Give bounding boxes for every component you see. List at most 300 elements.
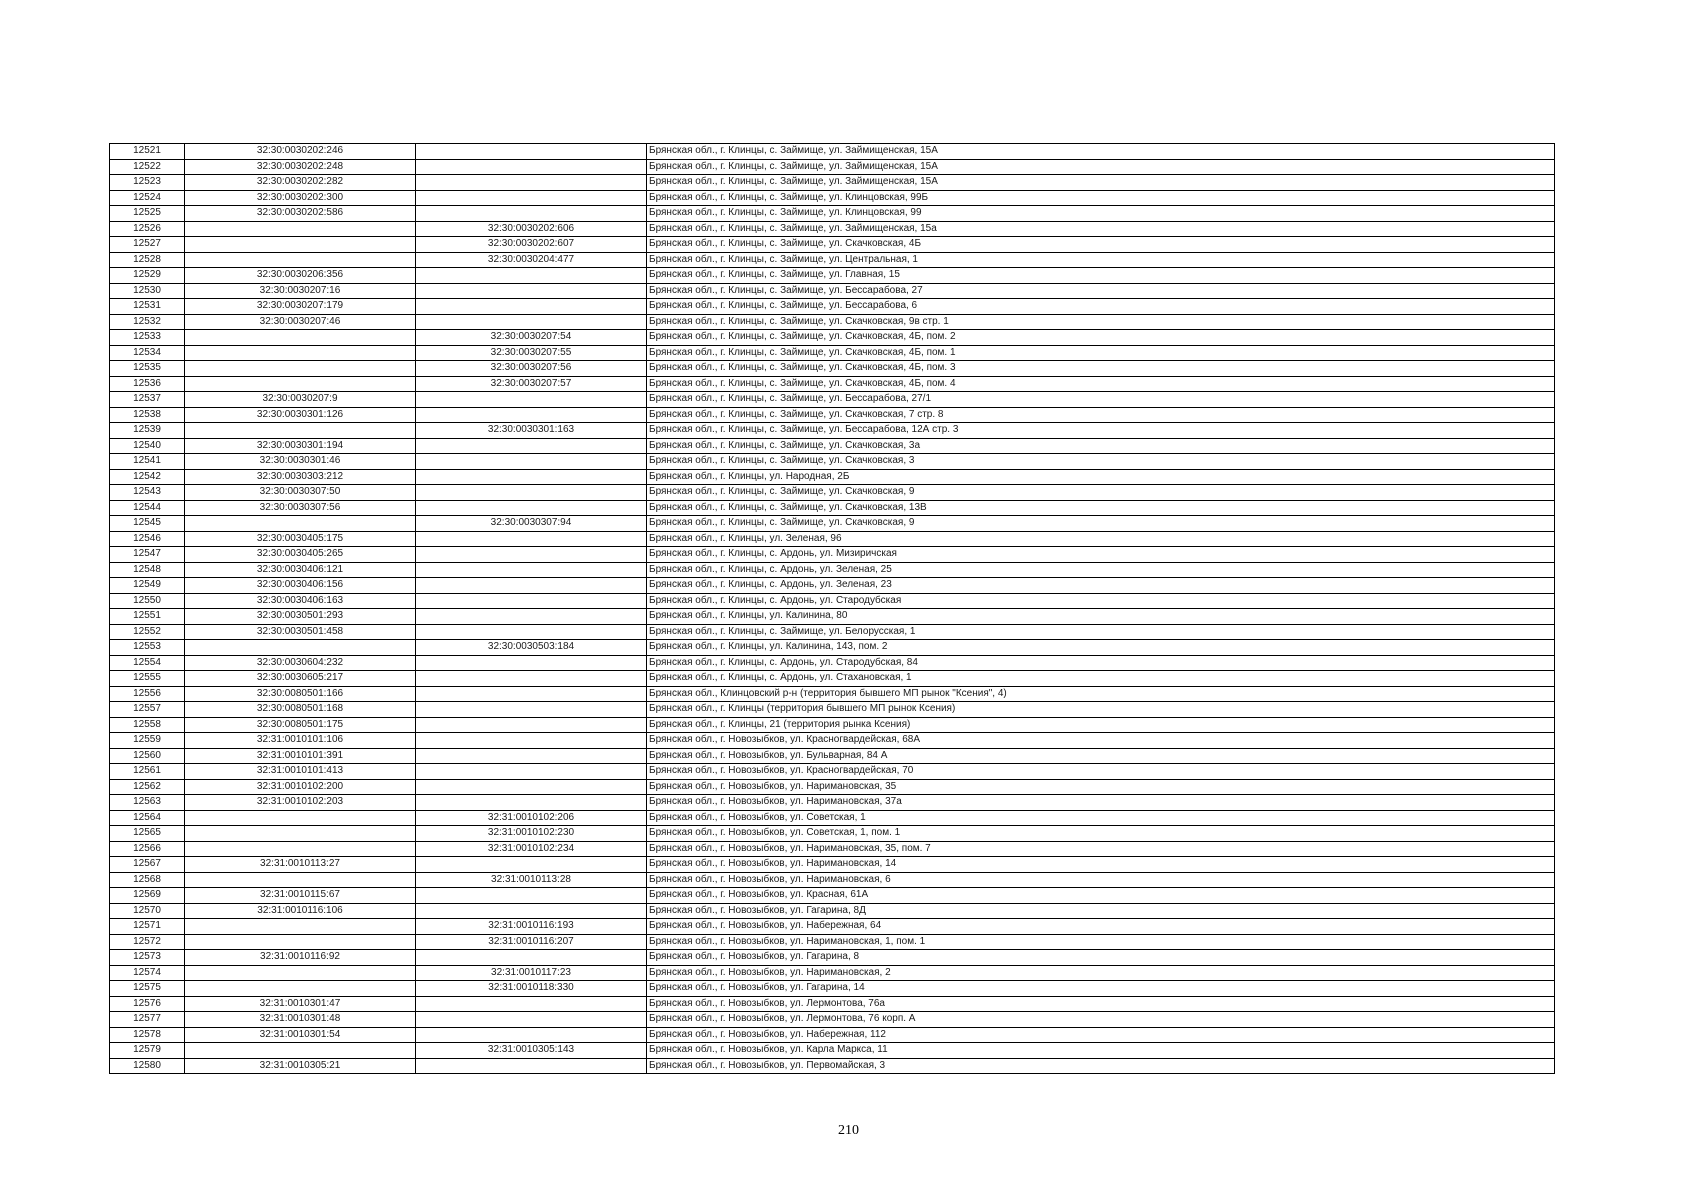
- row-number-cell: 12522: [110, 159, 185, 175]
- address-cell: Брянская обл., г. Клинцы, с. Займище, ул. Займищенская, 15А: [647, 144, 1555, 160]
- table-row: [110, 144, 1555, 160]
- cadastral-number-secondary-cell: [416, 996, 647, 1012]
- table-row: [110, 655, 1555, 671]
- address-cell: Брянская обл., г. Новозыбков, ул. Гагарина, 14: [647, 981, 1555, 997]
- address-cell: Брянская обл., г. Клинцы, с. Займище, ул. Бессарабова, 6: [647, 299, 1555, 315]
- address-cell: Брянская обл., г. Клинцы, с. Займище, ул. Скачковская, 4Б: [647, 237, 1555, 253]
- cadastral-number-secondary-cell: [416, 144, 647, 160]
- cadastral-number-cell: 32:31:0010301:54: [185, 1027, 416, 1043]
- cadastral-number-cell: [185, 423, 416, 439]
- table-row: [110, 1043, 1555, 1059]
- address-cell: Брянская обл., г. Новозыбков, ул. Наримановская, 6: [647, 872, 1555, 888]
- address-cell: Брянская обл., Клинцовский р-н (территория бывшего МП рынок "Ксения", 4): [647, 686, 1555, 702]
- address-cell: Брянская обл., г. Клинцы, с. Займище, ул. Займищенская, 15а: [647, 221, 1555, 237]
- cadastral-number-cell: 32:30:0030501:293: [185, 609, 416, 625]
- cadastral-number-secondary-cell: 32:30:0030207:56: [416, 361, 647, 377]
- table-row: [110, 314, 1555, 330]
- address-cell: Брянская обл., г. Новозыбков, ул. Гагарина, 8: [647, 950, 1555, 966]
- row-number-cell: 12535: [110, 361, 185, 377]
- row-number-cell: 12531: [110, 299, 185, 315]
- row-number-cell: 12544: [110, 500, 185, 516]
- table-row: [110, 748, 1555, 764]
- cadastral-number-cell: [185, 345, 416, 361]
- cadastral-number-secondary-cell: [416, 1012, 647, 1028]
- address-cell: Брянская обл., г. Новозыбков, ул. Красная, 61А: [647, 888, 1555, 904]
- address-cell: Брянская обл., г. Клинцы, с. Займище, ул. Бессарабова, 12А стр. 3: [647, 423, 1555, 439]
- cadastral-number-secondary-cell: [416, 686, 647, 702]
- address-cell: Брянская обл., г. Клинцы, с. Займище, ул. Займищенская, 15А: [647, 159, 1555, 175]
- table-row: [110, 1012, 1555, 1028]
- table-row: [110, 500, 1555, 516]
- table-row: [110, 423, 1555, 439]
- address-cell: Брянская обл., г. Клинцы, ул. Зеленая, 96: [647, 531, 1555, 547]
- row-number-cell: 12539: [110, 423, 185, 439]
- table-row: [110, 593, 1555, 609]
- cadastral-number-secondary-cell: 32:30:0030204:477: [416, 252, 647, 268]
- cadastral-number-secondary-cell: 32:31:0010102:234: [416, 841, 647, 857]
- table-row: [110, 531, 1555, 547]
- row-number-cell: 12570: [110, 903, 185, 919]
- cadastral-number-cell: 32:30:0030406:163: [185, 593, 416, 609]
- table-row: [110, 671, 1555, 687]
- cadastral-number-cell: 32:31:0010116:92: [185, 950, 416, 966]
- cadastral-number-cell: 32:30:0030405:265: [185, 547, 416, 563]
- cadastral-number-cell: 32:31:0010301:48: [185, 1012, 416, 1028]
- row-number-cell: 12542: [110, 469, 185, 485]
- table-row: [110, 717, 1555, 733]
- cadastral-number-cell: 32:30:0030206:356: [185, 268, 416, 284]
- cadastral-number-cell: [185, 221, 416, 237]
- table-row: [110, 810, 1555, 826]
- cadastral-number-cell: 32:31:0010102:203: [185, 795, 416, 811]
- cadastral-number-secondary-cell: [416, 500, 647, 516]
- table-row: [110, 826, 1555, 842]
- address-cell: Брянская обл., г. Клинцы, с. Займище, ул. Клинцовская, 99Б: [647, 190, 1555, 206]
- row-number-cell: 12557: [110, 702, 185, 718]
- cadastral-number-cell: 32:30:0030307:50: [185, 485, 416, 501]
- table-row: [110, 469, 1555, 485]
- cadastral-number-cell: 32:30:0030202:246: [185, 144, 416, 160]
- address-cell: Брянская обл., г. Клинцы, с. Займище, ул. Скачковская, 7 стр. 8: [647, 407, 1555, 423]
- cadastral-number-secondary-cell: 32:31:0010117:23: [416, 965, 647, 981]
- table-row: [110, 609, 1555, 625]
- cadastral-number-cell: 32:30:0030605:217: [185, 671, 416, 687]
- cadastral-number-secondary-cell: 32:31:0010102:230: [416, 826, 647, 842]
- address-cell: Брянская обл., г. Клинцы, с. Ардонь, ул. Зеленая, 23: [647, 578, 1555, 594]
- row-number-cell: 12562: [110, 779, 185, 795]
- cadastral-number-secondary-cell: [416, 562, 647, 578]
- cadastral-number-cell: [185, 252, 416, 268]
- row-number-cell: 12558: [110, 717, 185, 733]
- address-cell: Брянская обл., г. Клинцы, с. Займище, ул. Скачковская, 9: [647, 516, 1555, 532]
- address-cell: Брянская обл., г. Новозыбков, ул. Первомайская, 3: [647, 1058, 1555, 1074]
- table-row: [110, 252, 1555, 268]
- cadastral-number-secondary-cell: [416, 624, 647, 640]
- address-cell: Брянская обл., г. Новозыбков, ул. Лермонтова, 76а: [647, 996, 1555, 1012]
- cadastral-number-cell: 32:30:0030202:282: [185, 175, 416, 191]
- cadastral-number-cell: 32:31:0010102:200: [185, 779, 416, 795]
- cadastral-number-cell: [185, 361, 416, 377]
- address-cell: Брянская обл., г. Клинцы, с. Займище, ул. Скачковская, 3: [647, 454, 1555, 470]
- table-row: [110, 903, 1555, 919]
- table-row: [110, 578, 1555, 594]
- table-row: [110, 547, 1555, 563]
- row-number-cell: 12537: [110, 392, 185, 408]
- cadastral-number-cell: 32:30:0080501:175: [185, 717, 416, 733]
- cadastral-number-cell: [185, 934, 416, 950]
- row-number-cell: 12553: [110, 640, 185, 656]
- table-row: [110, 624, 1555, 640]
- row-number-cell: 12545: [110, 516, 185, 532]
- cadastral-number-secondary-cell: [416, 609, 647, 625]
- address-cell: Брянская обл., г. Клинцы, ул. Калинина, 143, пом. 2: [647, 640, 1555, 656]
- cadastral-number-secondary-cell: [416, 717, 647, 733]
- table-row: [110, 190, 1555, 206]
- cadastral-number-secondary-cell: [416, 175, 647, 191]
- cadastral-number-cell: 32:31:0010301:47: [185, 996, 416, 1012]
- row-number-cell: 12572: [110, 934, 185, 950]
- table-row: [110, 888, 1555, 904]
- cadastral-number-cell: 32:30:0080501:168: [185, 702, 416, 718]
- cadastral-number-secondary-cell: [416, 950, 647, 966]
- address-cell: Брянская обл., г. Клинцы, с. Займище, ул. Скачковская, 13В: [647, 500, 1555, 516]
- row-number-cell: 12533: [110, 330, 185, 346]
- address-cell: Брянская обл., г. Клинцы, с. Займище, ул. Бессарабова, 27: [647, 283, 1555, 299]
- row-number-cell: 12555: [110, 671, 185, 687]
- cadastral-number-cell: 32:30:0030202:586: [185, 206, 416, 222]
- cadastral-number-secondary-cell: 32:31:0010113:28: [416, 872, 647, 888]
- cadastral-number-secondary-cell: 32:31:0010118:330: [416, 981, 647, 997]
- row-number-cell: 12528: [110, 252, 185, 268]
- cadastral-number-cell: 32:31:0010115:67: [185, 888, 416, 904]
- row-number-cell: 12559: [110, 733, 185, 749]
- cadastral-number-secondary-cell: [416, 485, 647, 501]
- row-number-cell: 12575: [110, 981, 185, 997]
- row-number-cell: 12548: [110, 562, 185, 578]
- row-number-cell: 12523: [110, 175, 185, 191]
- row-number-cell: 12577: [110, 1012, 185, 1028]
- cadastral-number-cell: 32:30:0030207:16: [185, 283, 416, 299]
- row-number-cell: 12534: [110, 345, 185, 361]
- cadastral-number-cell: [185, 1043, 416, 1059]
- cadastral-number-cell: 32:30:0030301:126: [185, 407, 416, 423]
- cadastral-number-secondary-cell: [416, 702, 647, 718]
- cadastral-number-secondary-cell: [416, 671, 647, 687]
- row-number-cell: 12538: [110, 407, 185, 423]
- table-row: [110, 919, 1555, 935]
- cadastral-number-secondary-cell: 32:30:0030202:606: [416, 221, 647, 237]
- row-number-cell: 12580: [110, 1058, 185, 1074]
- table-row: [110, 392, 1555, 408]
- row-number-cell: 12564: [110, 810, 185, 826]
- cadastral-number-secondary-cell: [416, 299, 647, 315]
- table-row: [110, 330, 1555, 346]
- table-row: [110, 996, 1555, 1012]
- address-cell: Брянская обл., г. Клинцы, с. Ардонь, ул. Стародубская, 84: [647, 655, 1555, 671]
- address-cell: Брянская обл., г. Клинцы, ул. Калинина, 80: [647, 609, 1555, 625]
- address-cell: Брянская обл., г. Клинцы, с. Займище, ул. Скачковская, 9в стр. 1: [647, 314, 1555, 330]
- address-cell: Брянская обл., г. Клинцы, с. Ардонь, ул. Зеленая, 25: [647, 562, 1555, 578]
- cadastral-number-secondary-cell: [416, 779, 647, 795]
- row-number-cell: 12530: [110, 283, 185, 299]
- cadastral-number-cell: 32:30:0030207:9: [185, 392, 416, 408]
- cadastral-number-cell: [185, 516, 416, 532]
- cadastral-number-cell: 32:30:0080501:166: [185, 686, 416, 702]
- cadastral-number-secondary-cell: 32:31:0010116:207: [416, 934, 647, 950]
- cadastral-number-cell: [185, 237, 416, 253]
- table-row: [110, 950, 1555, 966]
- table-row: [110, 175, 1555, 191]
- address-cell: Брянская обл., г. Новозыбков, ул. Наримановская, 35: [647, 779, 1555, 795]
- row-number-cell: 12529: [110, 268, 185, 284]
- table-row: [110, 206, 1555, 222]
- table-row: [110, 268, 1555, 284]
- cadastral-number-cell: 32:31:0010101:391: [185, 748, 416, 764]
- cadastral-number-cell: [185, 965, 416, 981]
- table-row: [110, 702, 1555, 718]
- table-row: [110, 345, 1555, 361]
- row-number-cell: 12567: [110, 857, 185, 873]
- address-cell: Брянская обл., г. Новозыбков, ул. Советская, 1: [647, 810, 1555, 826]
- cadastral-number-cell: 32:30:0030301:46: [185, 454, 416, 470]
- table-row: [110, 733, 1555, 749]
- cadastral-number-cell: 32:31:0010305:21: [185, 1058, 416, 1074]
- address-cell: Брянская обл., г. Новозыбков, ул. Бульварная, 84 А: [647, 748, 1555, 764]
- address-cell: Брянская обл., г. Клинцы, с. Займище, ул. Скачковская, 9: [647, 485, 1555, 501]
- cadastral-number-cell: [185, 330, 416, 346]
- cadastral-number-cell: 32:30:0030406:121: [185, 562, 416, 578]
- table-row: [110, 764, 1555, 780]
- address-cell: Брянская обл., г. Новозыбков, ул. Лермонтова, 76 корп. А: [647, 1012, 1555, 1028]
- cadastral-number-secondary-cell: [416, 547, 647, 563]
- table-row: [110, 237, 1555, 253]
- cadastral-number-secondary-cell: [416, 795, 647, 811]
- cadastral-number-cell: 32:31:0010101:413: [185, 764, 416, 780]
- address-cell: Брянская обл., г. Клинцы, с. Займище, ул. Центральная, 1: [647, 252, 1555, 268]
- cadastral-number-secondary-cell: [416, 206, 647, 222]
- cadastral-number-cell: 32:30:0030307:56: [185, 500, 416, 516]
- cadastral-number-cell: [185, 919, 416, 935]
- table-row: [110, 1058, 1555, 1074]
- cadastral-number-cell: 32:30:0030202:248: [185, 159, 416, 175]
- table-row: [110, 454, 1555, 470]
- cadastral-number-secondary-cell: 32:31:0010102:206: [416, 810, 647, 826]
- cadastral-number-secondary-cell: 32:30:0030301:163: [416, 423, 647, 439]
- cadastral-number-secondary-cell: 32:30:0030202:607: [416, 237, 647, 253]
- table-row: [110, 361, 1555, 377]
- cadastral-number-secondary-cell: [416, 438, 647, 454]
- cadastral-number-secondary-cell: 32:30:0030207:55: [416, 345, 647, 361]
- row-number-cell: 12565: [110, 826, 185, 842]
- cadastral-number-cell: [185, 376, 416, 392]
- cadastral-number-secondary-cell: [416, 454, 647, 470]
- row-number-cell: 12561: [110, 764, 185, 780]
- table-row: [110, 159, 1555, 175]
- cadastral-number-cell: 32:30:0030202:300: [185, 190, 416, 206]
- address-cell: Брянская обл., г. Клинцы, с. Займище, ул. Скачковская, 4Б, пом. 3: [647, 361, 1555, 377]
- row-number-cell: 12525: [110, 206, 185, 222]
- row-number-cell: 12536: [110, 376, 185, 392]
- row-number-cell: 12547: [110, 547, 185, 563]
- row-number-cell: 12573: [110, 950, 185, 966]
- cadastral-number-secondary-cell: [416, 469, 647, 485]
- table-row: [110, 841, 1555, 857]
- address-cell: Брянская обл., г. Новозыбков, ул. Наримановская, 14: [647, 857, 1555, 873]
- cadastral-number-secondary-cell: [416, 655, 647, 671]
- address-cell: Брянская обл., г. Клинцы, с. Займище, ул. Скачковская, 4Б, пом. 2: [647, 330, 1555, 346]
- cadastral-number-secondary-cell: [416, 392, 647, 408]
- address-cell: Брянская обл., г. Новозыбков, ул. Наримановская, 35, пом. 7: [647, 841, 1555, 857]
- address-cell: Брянская обл., г. Новозыбков, ул. Карла Маркса, 11: [647, 1043, 1555, 1059]
- cadastral-number-secondary-cell: [416, 857, 647, 873]
- cadastral-number-cell: 32:30:0030406:156: [185, 578, 416, 594]
- address-cell: Брянская обл., г. Новозыбков, ул. Набережная, 112: [647, 1027, 1555, 1043]
- cadastral-number-secondary-cell: [416, 531, 647, 547]
- address-cell: Брянская обл., г. Новозыбков, ул. Наримановская, 1, пом. 1: [647, 934, 1555, 950]
- table-row: [110, 1027, 1555, 1043]
- registry-table: [109, 143, 1555, 1074]
- cadastral-number-secondary-cell: [416, 1058, 647, 1074]
- table-row: [110, 376, 1555, 392]
- table-row: [110, 221, 1555, 237]
- row-number-cell: 12550: [110, 593, 185, 609]
- address-cell: Брянская обл., г. Клинцы, с. Ардонь, ул. Стародубская: [647, 593, 1555, 609]
- cadastral-number-cell: 32:30:0030303:212: [185, 469, 416, 485]
- row-number-cell: 12566: [110, 841, 185, 857]
- table-row: [110, 857, 1555, 873]
- cadastral-number-cell: 32:30:0030301:194: [185, 438, 416, 454]
- cadastral-number-secondary-cell: [416, 764, 647, 780]
- address-cell: Брянская обл., г. Клинцы, с. Займище, ул. Скачковская, 4Б, пом. 4: [647, 376, 1555, 392]
- address-cell: Брянская обл., г. Клинцы, с. Займище, ул. Скачковская, 4Б, пом. 1: [647, 345, 1555, 361]
- address-cell: Брянская обл., г. Клинцы (территория бывшего МП рынок Ксения): [647, 702, 1555, 718]
- row-number-cell: 12568: [110, 872, 185, 888]
- row-number-cell: 12563: [110, 795, 185, 811]
- cadastral-number-secondary-cell: [416, 578, 647, 594]
- address-cell: Брянская обл., г. Новозыбков, ул. Наримановская, 2: [647, 965, 1555, 981]
- table-row: [110, 516, 1555, 532]
- address-cell: Брянская обл., г. Клинцы, с. Займище, ул. Займищенская, 15А: [647, 175, 1555, 191]
- cadastral-number-cell: 32:30:0030207:46: [185, 314, 416, 330]
- address-cell: Брянская обл., г. Новозыбков, ул. Советская, 1, пом. 1: [647, 826, 1555, 842]
- address-cell: Брянская обл., г. Клинцы, с. Займище, ул. Скачковская, 3а: [647, 438, 1555, 454]
- table-row: [110, 779, 1555, 795]
- cadastral-number-secondary-cell: [416, 314, 647, 330]
- table-row: [110, 299, 1555, 315]
- row-number-cell: 12571: [110, 919, 185, 935]
- address-cell: Брянская обл., г. Новозыбков, ул. Красногвардейская, 70: [647, 764, 1555, 780]
- address-cell: Брянская обл., г. Клинцы, с. Займище, ул. Главная, 15: [647, 268, 1555, 284]
- cadastral-number-secondary-cell: 32:31:0010116:193: [416, 919, 647, 935]
- table-row: [110, 934, 1555, 950]
- table-row: [110, 438, 1555, 454]
- cadastral-number-secondary-cell: [416, 1027, 647, 1043]
- row-number-cell: 12556: [110, 686, 185, 702]
- cadastral-number-cell: 32:31:0010113:27: [185, 857, 416, 873]
- address-cell: Брянская обл., г. Клинцы, с. Займище, ул. Бессарабова, 27/1: [647, 392, 1555, 408]
- row-number-cell: 12524: [110, 190, 185, 206]
- cadastral-number-cell: 32:30:0030604:232: [185, 655, 416, 671]
- address-cell: Брянская обл., г. Новозыбков, ул. Набережная, 64: [647, 919, 1555, 935]
- cadastral-number-cell: 32:30:0030405:175: [185, 531, 416, 547]
- cadastral-number-secondary-cell: 32:31:0010305:143: [416, 1043, 647, 1059]
- row-number-cell: 12552: [110, 624, 185, 640]
- row-number-cell: 12554: [110, 655, 185, 671]
- row-number-cell: 12549: [110, 578, 185, 594]
- cadastral-number-secondary-cell: [416, 888, 647, 904]
- cadastral-number-secondary-cell: [416, 748, 647, 764]
- address-cell: Брянская обл., г. Клинцы, с. Займище, ул. Клинцовская, 99: [647, 206, 1555, 222]
- address-cell: Брянская обл., г. Новозыбков, ул. Гагарина, 8Д: [647, 903, 1555, 919]
- cadastral-number-cell: [185, 810, 416, 826]
- row-number-cell: 12551: [110, 609, 185, 625]
- page-number: 210: [838, 1123, 859, 1138]
- cadastral-number-cell: [185, 640, 416, 656]
- table-row: [110, 686, 1555, 702]
- cadastral-number-cell: [185, 981, 416, 997]
- address-cell: Брянская обл., г. Новозыбков, ул. Наримановская, 37а: [647, 795, 1555, 811]
- row-number-cell: 12574: [110, 965, 185, 981]
- cadastral-number-cell: 32:30:0030207:179: [185, 299, 416, 315]
- row-number-cell: 12546: [110, 531, 185, 547]
- row-number-cell: 12543: [110, 485, 185, 501]
- table-row: [110, 640, 1555, 656]
- row-number-cell: 12579: [110, 1043, 185, 1059]
- table-row: [110, 283, 1555, 299]
- row-number-cell: 12578: [110, 1027, 185, 1043]
- cadastral-number-secondary-cell: [416, 733, 647, 749]
- table-row: [110, 872, 1555, 888]
- cadastral-number-secondary-cell: [416, 190, 647, 206]
- cadastral-number-secondary-cell: [416, 268, 647, 284]
- row-number-cell: 12560: [110, 748, 185, 764]
- cadastral-number-secondary-cell: 32:30:0030207:57: [416, 376, 647, 392]
- cadastral-number-secondary-cell: [416, 283, 647, 299]
- table-row: [110, 485, 1555, 501]
- table-row: [110, 407, 1555, 423]
- address-cell: Брянская обл., г. Клинцы, с. Ардонь, ул. Мизиричская: [647, 547, 1555, 563]
- row-number-cell: 12576: [110, 996, 185, 1012]
- row-number-cell: 12532: [110, 314, 185, 330]
- cadastral-number-cell: [185, 872, 416, 888]
- address-cell: Брянская обл., г. Клинцы, с. Займище, ул. Белорусская, 1: [647, 624, 1555, 640]
- cadastral-number-secondary-cell: 32:30:0030307:94: [416, 516, 647, 532]
- row-number-cell: 12521: [110, 144, 185, 160]
- cadastral-number-cell: 32:31:0010116:106: [185, 903, 416, 919]
- cadastral-number-secondary-cell: [416, 903, 647, 919]
- row-number-cell: 12526: [110, 221, 185, 237]
- table-row: [110, 562, 1555, 578]
- cadastral-number-secondary-cell: [416, 593, 647, 609]
- row-number-cell: 12541: [110, 454, 185, 470]
- cadastral-number-secondary-cell: 32:30:0030503:184: [416, 640, 647, 656]
- row-number-cell: 12540: [110, 438, 185, 454]
- table-row: [110, 795, 1555, 811]
- address-cell: Брянская обл., г. Клинцы, ул. Народная, 2Б: [647, 469, 1555, 485]
- cadastral-number-secondary-cell: 32:30:0030207:54: [416, 330, 647, 346]
- address-cell: Брянская обл., г. Клинцы, 21 (территория рынка Ксения): [647, 717, 1555, 733]
- address-cell: Брянская обл., г. Новозыбков, ул. Красногвардейская, 68А: [647, 733, 1555, 749]
- address-cell: Брянская обл., г. Клинцы, с. Ардонь, ул. Стахановская, 1: [647, 671, 1555, 687]
- table-row: [110, 981, 1555, 997]
- cadastral-number-cell: [185, 841, 416, 857]
- registry-table-body: [110, 144, 1555, 1074]
- cadastral-number-secondary-cell: [416, 407, 647, 423]
- cadastral-number-secondary-cell: [416, 159, 647, 175]
- cadastral-number-cell: 32:31:0010101:106: [185, 733, 416, 749]
- table-row: [110, 965, 1555, 981]
- cadastral-number-cell: [185, 826, 416, 842]
